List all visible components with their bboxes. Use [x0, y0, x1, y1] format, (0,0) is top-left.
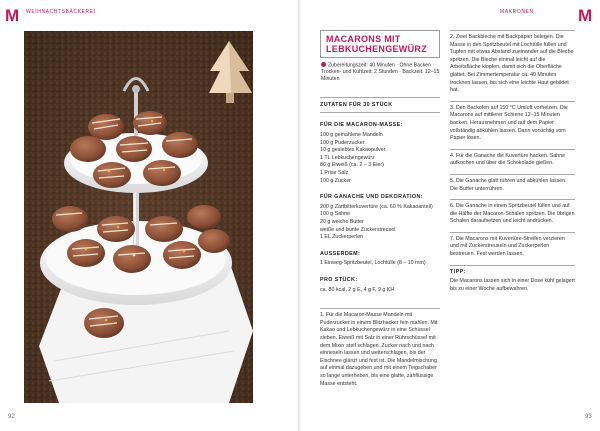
- filling-ingredient-list: [320, 204, 440, 242]
- recipe-column-left: [320, 30, 440, 394]
- extra-text: 1 Einweg-Spritzbeutel, Lochtülle (8 – 10 mm): [320, 260, 426, 267]
- per-piece-text: ca. 80 kcal, 2 g E, 4 g F, 9 g KH: [320, 286, 395, 293]
- recipe-step: 2. Zwei Backbleche mit Backpapier belegen. Die Masse in den Spritzbeutel mit Lochtülle füllen und Tupfen mit etwas Abstand zueinander auf die Bleche spritzen. Die Bleche einmal leicht auf die Arbeitsfläche klopfen, damit sich die Oberfläche glättet. Bei Zimmertemperatur ca. 40 Minuten trocknen lassen, bis sich eine leichte Haut gebildet hat.: [450, 30, 575, 95]
- recipe-meta-text: Zubereitungszeit: 40 Minuten · Ohne Backen · Trocken- und Kühlzeit: 2 Stunden · Backzeit: 12–15 Minuten: [321, 62, 440, 83]
- recipe-step: 5. Die Ganache glatt rühren und abkühlen lassen. Die Butter unterrühren.: [450, 174, 575, 193]
- ingredient: 100 g Zucker: [320, 177, 351, 184]
- filling-heading: FÜR GANACHE UND DEKORATION:: [320, 194, 423, 201]
- ingredient: 100 g Sahne: [320, 211, 351, 218]
- ingredient: 200 g Zartbitterkuvertüre (ca. 60 % Kakaoanteil): [320, 203, 433, 210]
- tip-text: Die Macarons lassen sich in einer Dose kühl gelagert bis zu einer Woche aufbewahren.: [450, 278, 575, 292]
- macaron-heading: FÜR DIE MACARON-MASSE:: [320, 122, 403, 129]
- tip-heading: TIPP:: [450, 268, 466, 275]
- ingredient: 10 g gesiebtes Kakaopulver: [320, 147, 386, 154]
- ingredient: 1 TL Lebkuchengewürz: [320, 154, 375, 161]
- divider: [320, 112, 440, 113]
- running-head-right: MAKRONEN: [500, 9, 534, 15]
- running-head-left: WEIHNACHTSBÄCKEREI: [26, 9, 96, 15]
- page-number-right: 93: [585, 414, 592, 420]
- divider: [320, 97, 440, 98]
- macaron-ingredient-list: [320, 132, 440, 185]
- ingredient: 1 EL Zuckerperlen: [320, 234, 364, 241]
- recipe-step: 4. Für die Ganache die Kuvertüre hacken. Sahne aufkochen und über die Schokolade gießen.: [450, 149, 575, 168]
- clock-icon: [321, 62, 326, 67]
- recipe-step: 6. Die Ganache in einen Spritzbeutel füllen und auf die Hälfte der Macaron-Schalen spritzen. Die übrigen Schalen daraufsetzen und leicht andrücken.: [450, 199, 575, 226]
- macarons-photo: [24, 31, 253, 403]
- recipe-title-box: [320, 30, 440, 58]
- extra-heading: AUSSERDEM:: [320, 250, 361, 257]
- ingredient: 80 g Eiweiß (ca. 2 – 3 Eier): [320, 162, 384, 169]
- page-number-left: 92: [8, 414, 15, 420]
- ingredient: 100 g Puderzucker: [320, 139, 365, 146]
- ingredient: 100 g gemahlene Mandeln: [320, 132, 383, 139]
- corner-letter-right: M: [578, 6, 593, 25]
- ingredient: 20 g weiche Butter: [320, 219, 364, 226]
- recipe-column-right: [450, 30, 575, 293]
- yield-heading: ZUTATEN FÜR 30 STÜCK: [320, 101, 393, 108]
- recipe-title: MACARONS MIT LEBKUCHENGEWÜRZ: [326, 34, 427, 54]
- ingredient: 1 Prise Salz: [320, 170, 349, 177]
- recipe-step: 7. Die Macarons mit Kuvertüre-Streifen verzieren und mit Zuckerstreuseln und Zuckerperlen bestreuen. Fest werden lassen.: [450, 232, 575, 259]
- corner-letter-left: M: [5, 6, 20, 25]
- per-piece-heading: PRO STÜCK:: [320, 276, 358, 283]
- book-gutter: [298, 0, 302, 431]
- ingredient: weiße und bunte Zuckerstreusel: [320, 226, 396, 233]
- recipe-step: 3. Den Backofen auf 150 °C Umluft vorheizen. Die Macarons auf mittlerer Schiene 12–15 Minuten backen. Herausnehmen und auf dem Papier vollständig abkühlen lassen. Dann vorsichtig vom Papier lösen.: [450, 101, 575, 143]
- tip-box: [450, 265, 575, 294]
- recipe-meta: [320, 62, 440, 83]
- recipe-step: 1. Für die Macaron-Masse Mandeln mit Puderzucker in einem Blitzhacker fein mahlen. Mit Kakao und Lebkuchengewürz in eine Schüssel sieben. Eiweiß mit Salz in einer Rührschüssel mit dem Mixer steif schlagen. Zucker nach und nach einrieseln lassen und weiterschlagen, bis der Eischnee glänzt und fest ist. Die Mandelmischung auf einmal dazugeben und mit einem Teigschaber so lange unterheben, bis eine glatte, zähflüssige Masse entsteht.: [320, 308, 440, 388]
